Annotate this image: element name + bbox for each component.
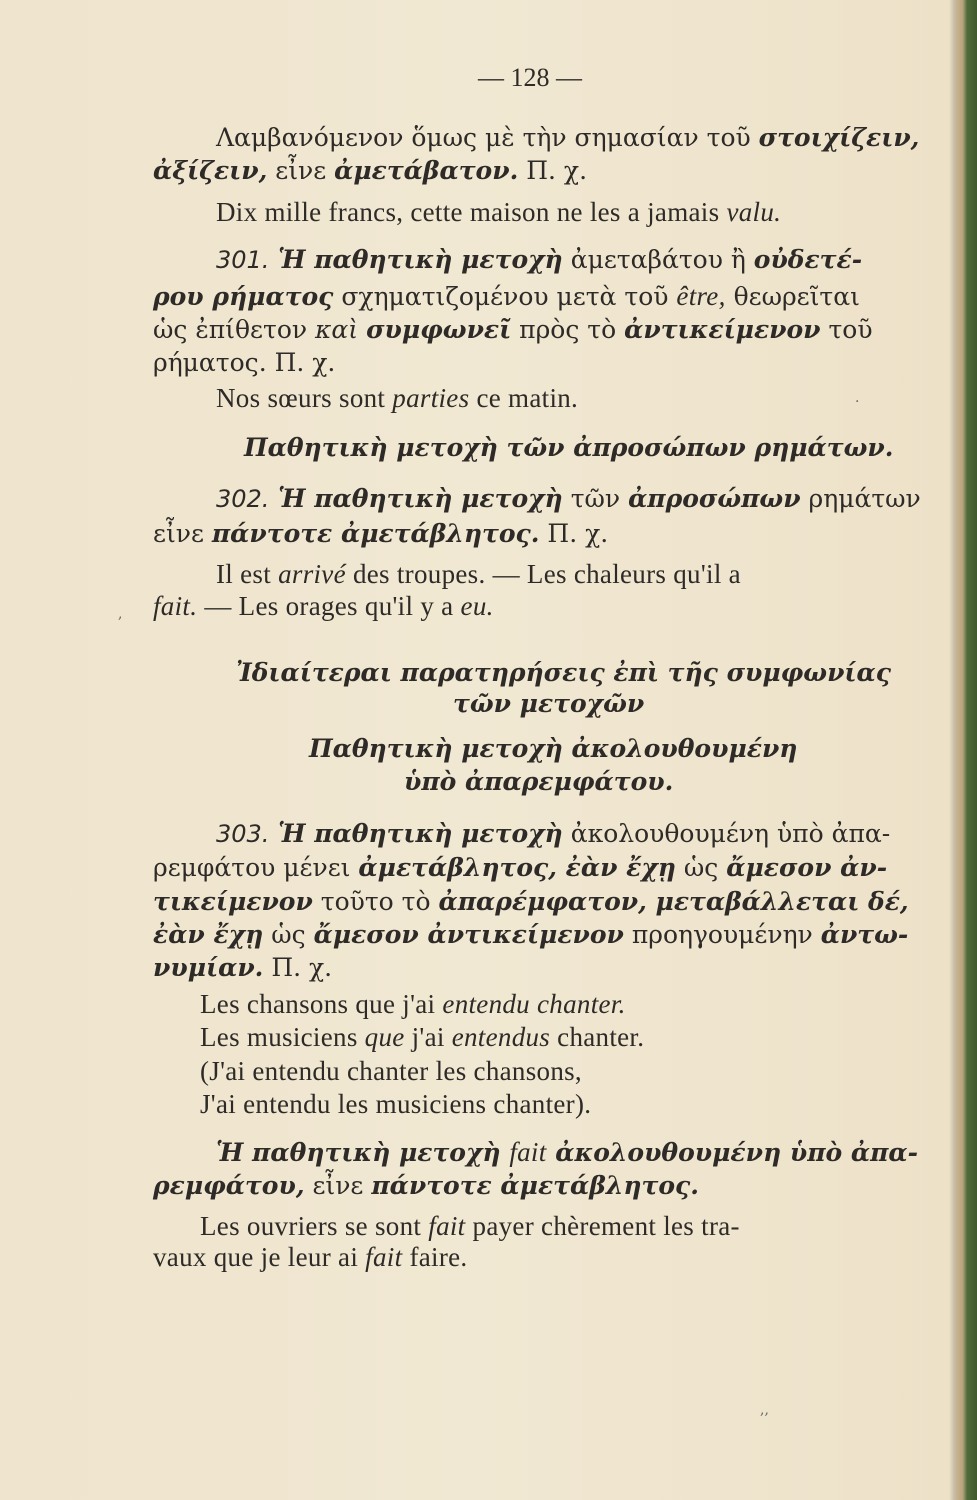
- text-line: ρεμφάτου, εἶνε πάντοτε ἀμετάβλητος.: [153, 1171, 699, 1200]
- french-example: Dix mille francs, cette maison ne les a jamais valu.: [216, 197, 782, 227]
- text-line: ρήματος. Π. χ.: [153, 348, 336, 377]
- text-line: ἀξίζειν, εἶνε ἀμετάβατον. Π. χ.: [153, 156, 588, 185]
- section-303: 303. Ἡ παθητικὴ μετοχὴ ἀκολουθουμένη ὑπὸ ἀπα-: [216, 819, 891, 848]
- french-example: Les musiciens que j'ai entendus chanter.: [200, 1022, 645, 1052]
- text-line: ὡς ἐπίθετον καὶ συμφωνεῖ πρὸς τὸ ἀντικείμενον τοῦ: [153, 315, 873, 344]
- sub-heading: ὑπὸ ἀπαρεμφάτου.: [404, 767, 674, 796]
- stray-mark: ,: [118, 606, 123, 622]
- french-example: fait. — Les orages qu'il y a eu.: [153, 591, 494, 621]
- text-line: Ἡ παθητικὴ μετοχὴ fait ἀκολουθουμένη ὑπὸ ἀπα-: [216, 1137, 919, 1167]
- text-line: ἐὰν ἔχῃ ὡς ἄμεσον ἀντικείμενον προηγουμένην ἀντω-: [153, 920, 909, 949]
- french-example: Il est arrivé des troupes. — Les chaleurs qu'il a: [216, 559, 741, 589]
- text-line: ρεμφάτου μένει ἀμετάβλητος, ἐὰν ἔχῃ ὡς ἄμεσον ἀν-: [153, 853, 888, 882]
- text-line: τικείμενον τοῦτο τὸ ἀπαρέμφατον, μεταβάλλεται δέ,: [153, 887, 909, 916]
- section-heading: Παθητικὴ μετοχὴ τῶν ἀπροσώπων ρημάτων.: [244, 433, 894, 462]
- text-line: ρου ρήματος σχηματιζομένου μετὰ τοῦ être, θεωρεῖται: [153, 281, 860, 311]
- section-heading: Ἰδιαίτεραι παρατηρήσεις ἐπὶ τῆς συμφωνίας: [236, 658, 891, 687]
- french-example: J'ai entendu les musiciens chanter).: [200, 1089, 592, 1119]
- french-example: Nos sœurs sont parties ce matin.: [216, 383, 579, 413]
- french-example: Les ouvriers se sont fait payer chèrement les tra-: [200, 1211, 740, 1241]
- page-number: — 128 —: [478, 63, 582, 92]
- french-example: (J'ai entendu chanter les chansons,: [200, 1056, 582, 1086]
- sub-heading: Παθητικὴ μετοχὴ ἀκολουθουμένη: [309, 734, 798, 763]
- stray-mark: ,,: [760, 1402, 769, 1418]
- section-302: 302. Ἡ παθητικὴ μετοχὴ τῶν ἀπροσώπων ρημάτων: [216, 484, 921, 513]
- book-edge: [955, 0, 977, 1500]
- section-301: 301. Ἡ παθητικὴ μετοχὴ ἀμεταβάτου ἢ οὐδετέ-: [216, 245, 863, 274]
- stray-mark: ·: [855, 394, 860, 410]
- section-heading: τῶν μετοχῶν: [453, 689, 645, 718]
- text-line: νυμίαν. Π. χ.: [153, 953, 333, 982]
- text-line: Λαμβανόμενον ὅμως μὲ τὴν σημασίαν τοῦ στοιχίζειν,: [216, 123, 920, 152]
- text-line: εἶνε πάντοτε ἀμετάβλητος. Π. χ.: [153, 519, 609, 548]
- french-example: Les chansons que j'ai entendu chanter.: [200, 989, 626, 1019]
- french-example: vaux que je leur ai fait faire.: [153, 1242, 468, 1272]
